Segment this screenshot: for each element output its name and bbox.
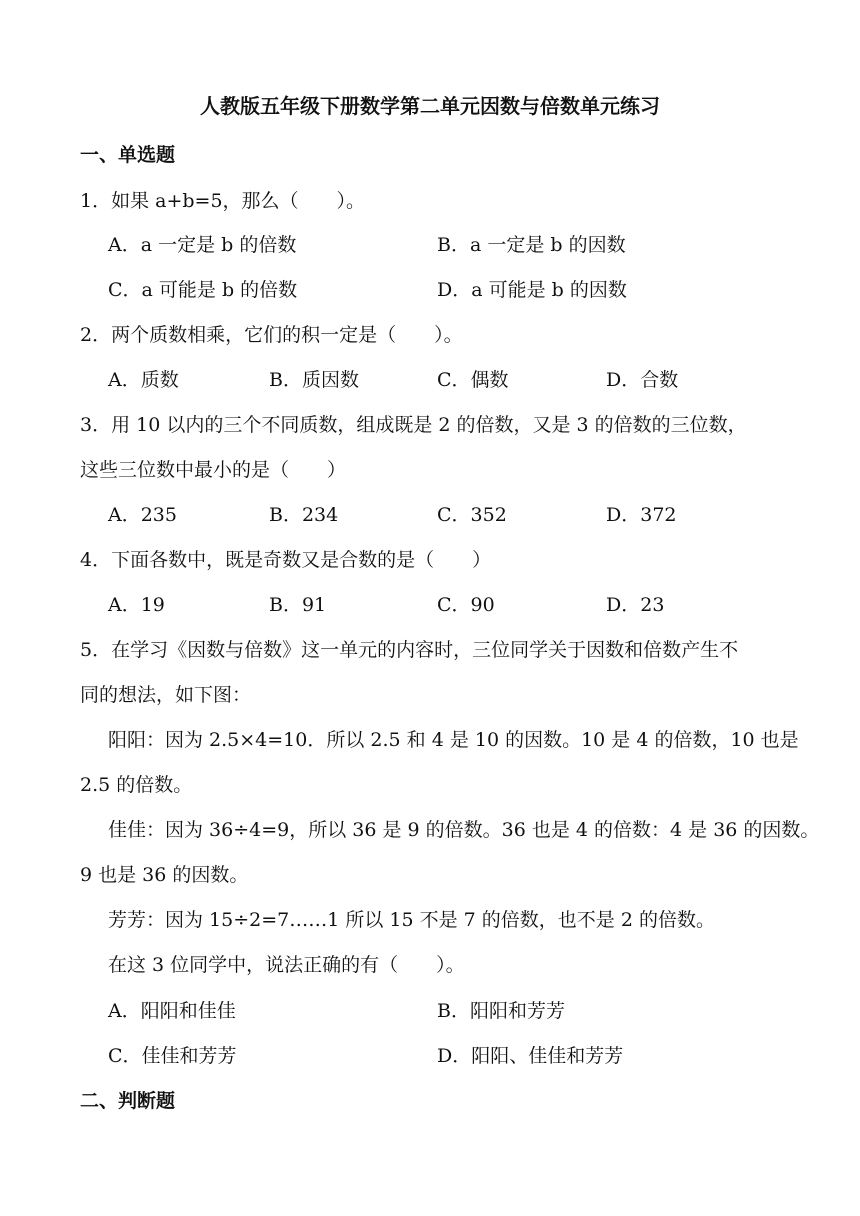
question-4-option-c: C．90 xyxy=(437,594,495,616)
question-2-stem: 2．两个质数相乘，它们的积一定是（ ）。 xyxy=(80,324,463,346)
page-title: 人教版五年级下册数学第二单元因数与倍数单元练习 xyxy=(200,94,660,118)
section-heading-single-choice: 一、单选题 xyxy=(80,144,176,166)
question-4-stem: 4．下面各数中，既是奇数又是合数的是（ ） xyxy=(80,549,492,571)
question-5-fangfang-line: 芳芳：因为 15÷2=7……1 所以 15 不是 7 的倍数，也不是 2 的倍数。 xyxy=(108,909,715,931)
question-1-option-b: B．a 一定是 b 的因数 xyxy=(437,234,626,256)
question-5-jiajia-line-2: 9 也是 36 的因数。 xyxy=(80,864,249,886)
question-5-option-d: D．阳阳、佳佳和芳芳 xyxy=(437,1045,624,1067)
question-3-stem-line-2: 这些三位数中最小的是（ ） xyxy=(80,459,347,481)
question-5-option-b: B．阳阳和芳芳 xyxy=(437,1000,565,1022)
question-2-option-a: A．质数 xyxy=(108,369,179,391)
question-2-option-c: C．偶数 xyxy=(437,369,509,391)
question-5-jiajia-line-1: 佳佳：因为 36÷4=9，所以 36 是 9 的倍数。36 也是 4 的倍数：4 是 36 的因数。 xyxy=(108,819,820,841)
question-2-option-b: B．质因数 xyxy=(269,369,359,391)
question-3-option-a: A．235 xyxy=(108,504,177,526)
question-1-option-d: D．a 可能是 b 的因数 xyxy=(437,279,627,301)
question-5-option-c: C．佳佳和芳芳 xyxy=(108,1045,237,1067)
question-3-option-d: D．372 xyxy=(606,504,677,526)
question-4-option-b: B．91 xyxy=(269,594,327,616)
question-5-stem-line-1: 5．在学习《因数与倍数》这一单元的内容时，三位同学关于因数和倍数产生不 xyxy=(80,639,739,661)
section-heading-true-false: 二、判断题 xyxy=(80,1090,176,1112)
question-1-stem: 1．如果 a+b=5，那么（ ）。 xyxy=(80,190,366,212)
question-5-stem-line-2: 同的想法，如下图： xyxy=(80,684,252,706)
question-4-option-a: A．19 xyxy=(108,594,165,616)
question-5-option-a: A．阳阳和佳佳 xyxy=(108,1000,236,1022)
question-2-option-d: D．合数 xyxy=(606,369,679,391)
question-3-stem-line-1: 3．用 10 以内的三个不同质数，组成既是 2 的倍数，又是 3 的倍数的三位数， xyxy=(80,414,747,436)
question-1-option-a: A．a 一定是 b 的倍数 xyxy=(108,234,297,256)
question-5-yangyang-line-1: 阳阳：因为 2.5×4=10．所以 2.5 和 4 是 10 的因数。10 是 4 的倍数，10 也是 xyxy=(108,729,799,751)
question-3-option-b: B．234 xyxy=(269,504,339,526)
question-4-option-d: D．23 xyxy=(606,594,665,616)
question-1-option-c: C．a 可能是 b 的倍数 xyxy=(108,279,298,301)
question-5-ask: 在这 3 位同学中，说法正确的有（ ）。 xyxy=(108,954,465,976)
question-3-option-c: C．352 xyxy=(437,504,507,526)
question-5-yangyang-line-2: 2.5 的倍数。 xyxy=(80,774,193,796)
